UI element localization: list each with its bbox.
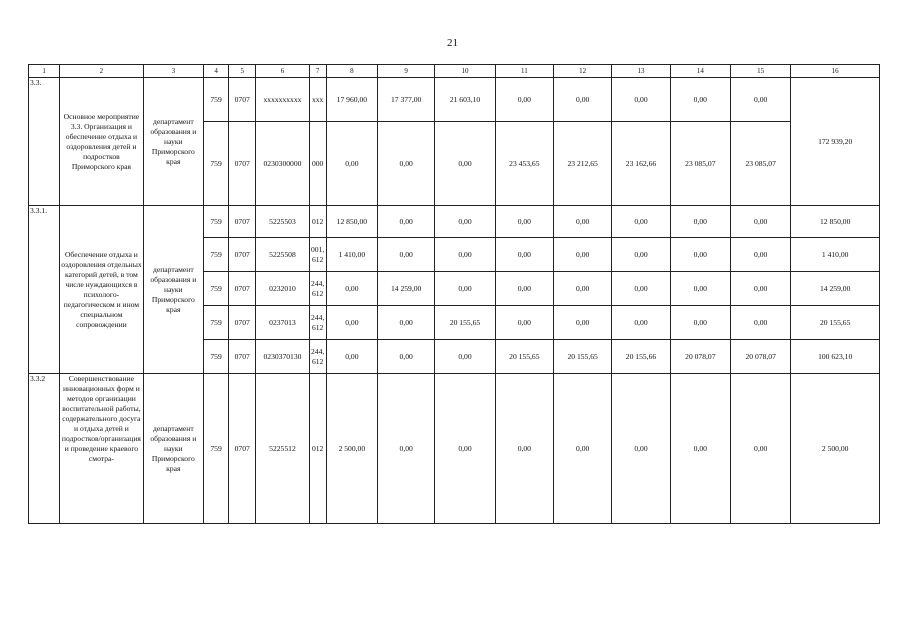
table-cell: 0,00 — [495, 238, 553, 272]
item-number: 3.3.2 — [29, 374, 60, 524]
table-cell: 759 — [204, 122, 229, 206]
table-cell: 0,00 — [670, 206, 730, 238]
table-cell: 0707 — [229, 238, 256, 272]
table-cell: 0,00 — [554, 206, 612, 238]
table-cell: 0,00 — [435, 272, 495, 306]
table-cell: 0,00 — [670, 272, 730, 306]
table-row — [29, 206, 880, 238]
table-cell: 20 155,65 — [495, 340, 553, 374]
column-header: 15 — [731, 65, 791, 78]
table-cell: 0,00 — [378, 238, 435, 272]
table-row — [29, 374, 880, 524]
table-cell: 20 078,07 — [731, 340, 791, 374]
table-cell: 20 155,65 — [791, 306, 880, 340]
table-cell: 0,00 — [378, 374, 435, 524]
table-cell: 0,00 — [495, 306, 553, 340]
table-cell: 759 — [204, 272, 229, 306]
table-cell: 0,00 — [435, 238, 495, 272]
table-cell: 012 — [309, 374, 326, 524]
header-row — [29, 65, 880, 78]
table-cell: 0,00 — [670, 78, 730, 122]
table-cell: 1 410,00 — [791, 238, 880, 272]
table-cell: 0707 — [229, 78, 256, 122]
table-cell: 0,00 — [378, 122, 435, 206]
table-cell: 20 155,65 — [554, 340, 612, 374]
table-cell: 0,00 — [731, 374, 791, 524]
column-header: 13 — [612, 65, 670, 78]
table-cell: 0,00 — [495, 78, 553, 122]
table-cell: 0,00 — [612, 238, 670, 272]
table-row — [29, 78, 880, 122]
table-cell: 23 085,07 — [731, 122, 791, 206]
column-header: 16 — [791, 65, 880, 78]
table-cell: 20 078,07 — [670, 340, 730, 374]
table-cell: 23 453,65 — [495, 122, 553, 206]
table-cell: 244, 612 — [309, 306, 326, 340]
table-cell: 0,00 — [554, 272, 612, 306]
table-cell: 759 — [204, 374, 229, 524]
table-cell: 0,00 — [326, 122, 377, 206]
table-cell: 0707 — [229, 340, 256, 374]
table-cell: 0,00 — [554, 238, 612, 272]
table-cell: 012 — [309, 206, 326, 238]
table-cell: 0,00 — [435, 206, 495, 238]
table-cell: 0,00 — [435, 122, 495, 206]
table-cell: 759 — [204, 340, 229, 374]
table-cell: 0707 — [229, 206, 256, 238]
table-cell: 0,00 — [378, 306, 435, 340]
page-number: 21 — [447, 37, 458, 49]
table-cell: 21 603,10 — [435, 78, 495, 122]
budget-table — [28, 64, 880, 524]
column-header: 4 — [204, 65, 229, 78]
table-cell: 0,00 — [731, 272, 791, 306]
table-cell: 244, 612 — [309, 340, 326, 374]
table-cell: 0707 — [229, 122, 256, 206]
item-number: 3.3.1. — [29, 206, 60, 374]
table-cell: 0,00 — [554, 306, 612, 340]
table-cell: 0,00 — [554, 374, 612, 524]
table-cell: 759 — [204, 78, 229, 122]
table-cell: 14 259,00 — [378, 272, 435, 306]
table-cell: xxx — [309, 78, 326, 122]
table-cell: 0,00 — [326, 306, 377, 340]
table-cell: 0,00 — [326, 272, 377, 306]
table-cell: 0,00 — [612, 306, 670, 340]
table-cell: 20 155,65 — [435, 306, 495, 340]
table-cell: 0237013 — [256, 306, 309, 340]
table-cell: 5225503 — [256, 206, 309, 238]
column-header: 7 — [309, 65, 326, 78]
table-cell: 0,00 — [612, 272, 670, 306]
table-cell: 0,00 — [670, 306, 730, 340]
table-cell: 12 850,00 — [791, 206, 880, 238]
table-cell: 0230370130 — [256, 340, 309, 374]
table-cell: 1 410,00 — [326, 238, 377, 272]
table-cell: 0,00 — [731, 206, 791, 238]
column-header: 9 — [378, 65, 435, 78]
table-cell: 0232010 — [256, 272, 309, 306]
table-cell: 0,00 — [554, 78, 612, 122]
row-total: 172 939,20 — [791, 78, 880, 206]
column-header: 1 — [29, 65, 60, 78]
table-cell: 20 155,66 — [612, 340, 670, 374]
table-cell: 17 960,00 — [326, 78, 377, 122]
department: департамент образования и науки Приморского края — [143, 78, 203, 206]
table-cell: 100 623,10 — [791, 340, 880, 374]
table-cell: 0707 — [229, 306, 256, 340]
table-cell: 0707 — [229, 272, 256, 306]
table-cell: 0,00 — [495, 206, 553, 238]
table-cell: xxxxxxxxxx — [256, 78, 309, 122]
column-header: 14 — [670, 65, 730, 78]
table-cell: 2 500,00 — [326, 374, 377, 524]
column-header: 6 — [256, 65, 309, 78]
department: департамент образования и науки Приморского края — [143, 206, 203, 374]
table-cell: 2 500,00 — [791, 374, 880, 524]
table-cell: 0,00 — [731, 238, 791, 272]
table-cell: 0,00 — [495, 272, 553, 306]
table-cell: 0,00 — [670, 374, 730, 524]
table-cell: 23 212,65 — [554, 122, 612, 206]
table-cell: 23 162,66 — [612, 122, 670, 206]
table-cell: 0,00 — [670, 238, 730, 272]
table-cell: 0,00 — [435, 340, 495, 374]
column-header: 5 — [229, 65, 256, 78]
table-cell: 244, 612 — [309, 272, 326, 306]
table-cell: 759 — [204, 306, 229, 340]
table-cell: 759 — [204, 238, 229, 272]
table-cell: 0,00 — [326, 340, 377, 374]
item-description: Основное мероприятие 3.3. Организация и обеспечение отдыха и оздоровления детей и подростков Приморского края — [60, 78, 143, 206]
item-description: Совершенствование инновационных форм и методов организации воспитательной работы, содержательного досуга и отдыха детей и подростков/организация и проведение краевого смотра- — [60, 374, 143, 524]
column-header: 3 — [143, 65, 203, 78]
table-body — [29, 65, 880, 524]
table-cell: 0,00 — [612, 374, 670, 524]
column-header: 12 — [554, 65, 612, 78]
column-header: 2 — [60, 65, 143, 78]
table-cell: 14 259,00 — [791, 272, 880, 306]
table-cell: 0,00 — [378, 340, 435, 374]
item-number: 3.3. — [29, 78, 60, 206]
table-cell: 0,00 — [495, 374, 553, 524]
table-cell: 5225508 — [256, 238, 309, 272]
table-cell: 5225512 — [256, 374, 309, 524]
table-cell: 0,00 — [435, 374, 495, 524]
table-cell: 12 850,00 — [326, 206, 377, 238]
table-cell: 23 085,07 — [670, 122, 730, 206]
item-description: Обеспечение отдыха и оздоровления отдельных категорий детей, в том числе нуждающихся в психолого-педагогическом и ином специальном сопровождении — [60, 206, 143, 374]
table-cell: 001, 612 — [309, 238, 326, 272]
column-header: 10 — [435, 65, 495, 78]
column-header: 8 — [326, 65, 377, 78]
table-cell: 000 — [309, 122, 326, 206]
table-cell: 0707 — [229, 374, 256, 524]
table-cell: 759 — [204, 206, 229, 238]
table-cell: 0,00 — [731, 306, 791, 340]
table-cell: 0,00 — [378, 206, 435, 238]
column-header: 11 — [495, 65, 553, 78]
department: департамент образования и науки Приморского края — [143, 374, 203, 524]
table-cell: 0,00 — [731, 78, 791, 122]
table-cell: 0,00 — [612, 206, 670, 238]
table-cell: 17 377,00 — [378, 78, 435, 122]
table-cell: 0,00 — [612, 78, 670, 122]
table-cell: 0230300000 — [256, 122, 309, 206]
